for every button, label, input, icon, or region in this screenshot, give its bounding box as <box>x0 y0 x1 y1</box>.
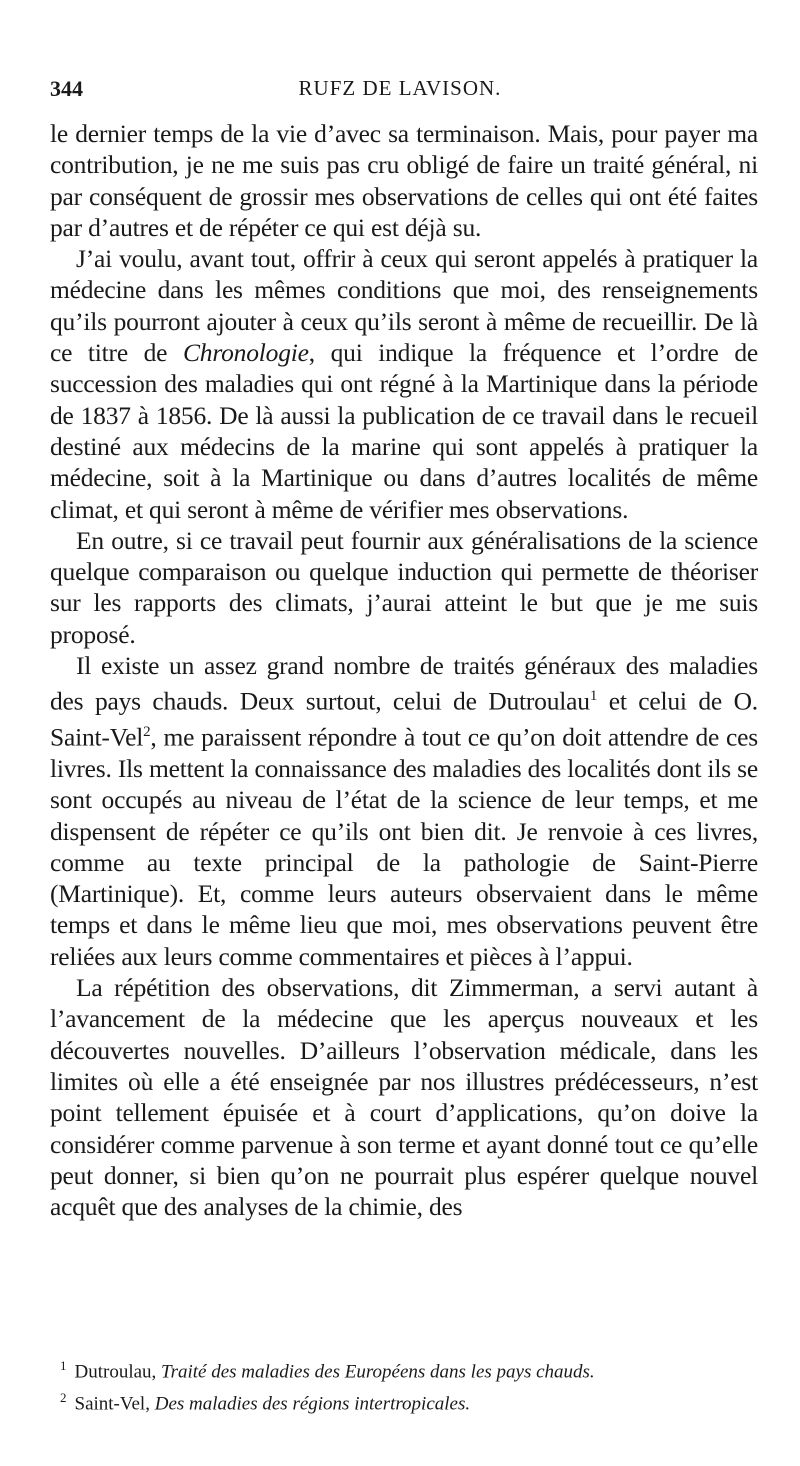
body-text <box>50 118 758 1222</box>
page-number: 344 <box>50 76 83 101</box>
text-run: le dernier temps de la vie d’avec sa terminaison. Mais, pour payer ma contribution, je ne me suis pas cru obligé de faire un traité général, ni par conséquent de grossir mes observations de celles qui ont été faites par d’autres et de répéter ce qui est déjà su. <box>50 119 758 242</box>
paragraph <box>50 525 758 650</box>
footnote <box>50 1385 750 1417</box>
text-run: et celui de O. Saint-Vel <box>50 686 758 752</box>
footnote-reference: 2 <box>143 724 151 741</box>
footnote <box>50 1353 750 1385</box>
italic-text: Chronologie <box>182 338 309 368</box>
paragraph <box>50 650 758 972</box>
text-run: Saint-Vel, <box>74 1393 155 1415</box>
text-run: En outre, si ce travail peut fournir aux généralisations de la science quelque comparaison ou quelque induction qui permette de théoriser sur les rapports des climats, j’aurai atteint le but que je me suis proposé. <box>50 525 758 649</box>
italic-text: Traité des maladies des Européens dans les pays chauds. <box>161 1361 595 1383</box>
paragraph <box>50 972 758 1222</box>
text-run: La répétition des observations, dit Zimmerman, a servi autant à l’avancement de la médecine que les aperçus nouveaux et les découvertes nouvelles. D’ailleurs l’observation médicale, dans les limites où elle a été enseignée par nos illustres prédécesseurs, n’est point tellement épuisée et à court d’applications, qu’on doive la considérer comme parvenue à son terme et ayant donné tout ce qu’elle peut donner, si bien qu’on ne pourrait plus espérer quelque nouvel acquêt que des analyses de la chimie, des <box>50 973 758 1222</box>
text-run: Dutroulau, <box>74 1361 162 1383</box>
running-head: RUFZ DE LAVISON. <box>298 76 502 100</box>
text-run: Il existe un assez grand nombre de traités généraux des maladies des pays chauds. Deux surtout, celui de Dutroulau <box>50 651 758 716</box>
italic-text: Des maladies des régions intertropicales. <box>154 1393 471 1415</box>
footnotes <box>50 1353 750 1418</box>
footnote-mark: 1 <box>60 1358 67 1373</box>
text-run: , me paraissent répondre à tout ce qu’on doit attendre de ces livres. Ils mettent la connaissance des maladies des localités dont ils se sont occupés au niveau de l’état de la science de leur temps, et me dispensent de répéter ce qu’ils ont bien dit. Je renvoie à ces livres, comme au texte principal de la pathologie de Saint-Pierre (Martinique). Et, comme leurs auteurs observaient dans le même temps et dans le même lieu que moi, mes observations peuvent être reliées aux leurs comme commentaires et pièces à l’appui. <box>50 722 758 971</box>
text-run: , qui indique la fréquence et l’ordre de succession des maladies qui ont régné à la Martinique dans la période de 1837 à 1856. De là aussi la publication de ce travail dans le recueil destiné aux médecins de la marine qui sont appelés à pratiquer la médecine, soit à la Martinique ou dans d’autres localités de même climat, et qui seront à même de vérifier mes observations. <box>50 338 758 524</box>
footnote-mark: 2 <box>60 1390 67 1406</box>
page-header <box>50 76 750 106</box>
paragraph <box>50 118 758 243</box>
text-run: J’ai voulu, avant tout, offrir à ceux qui seront appelés à pratiquer la médecine dans les mêmes conditions que moi, des renseignements qu’ils pourront ajouter à ceux qu’ils seront à même de recueillir. De là ce titre de <box>50 244 758 368</box>
paragraph <box>50 243 758 525</box>
footnote-reference: 1 <box>589 688 598 705</box>
